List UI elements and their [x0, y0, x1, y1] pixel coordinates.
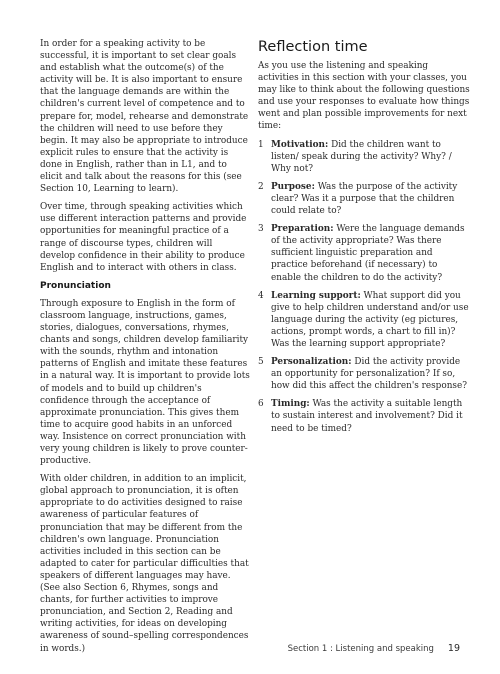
question-text: Were the language demands of the activity appropriate? Was there sufficient linguistic preparation and practice beforehand (if necessary) to enable the children to do the activity? — [271, 224, 465, 283]
question-term: Purpose: — [271, 181, 315, 192]
question-term: Motivation: — [271, 139, 329, 150]
question-text: What support did you give to help children understand and/or use language during the activity (eg pictures, actions, prompt words, a chart to fill in)? Was the learning support appropriate? — [271, 290, 469, 349]
question-term: Preparation: — [271, 224, 334, 235]
reflection-intro: As you use the listening and speaking activities in this section with your classes, you may like to think about the following questions and use your responses to evaluate how things went and plan possible improvements for next time: — [258, 61, 470, 132]
pronunciation-paragraph-2: With older children, in addition to an implicit, global approach to pronunciation, it is often appropriate to do activities designed to raise awareness of particular features of pronunciation that may be different from the children's own language. Pronunciation activities included in this section can be adapted to cater for particular difficulties that speakers of different languages may have. (See also Section 6, Rhymes, songs and chants, for further activities to improve pronunciation, and Section 2, Reading and writing activities, for ideas on developing awareness of sound–spelling correspondences in words.) — [40, 474, 249, 654]
question-term: Personalization: — [271, 357, 352, 368]
question-item — [258, 290, 470, 350]
question-text: Was the purpose of the activity clear? Was it a purpose that the children could relate to? — [271, 181, 458, 217]
left-column — [40, 38, 250, 661]
question-term: Timing: — [271, 399, 310, 410]
reflection-title: Reflection time — [258, 39, 368, 55]
question-number: 2 — [258, 181, 264, 192]
right-column — [258, 38, 470, 441]
page-number: 19 — [447, 643, 460, 654]
question-text: Did the children want to listen/ speak during the activity? Why? / Why not? — [271, 139, 452, 174]
reflection-questions — [258, 139, 470, 435]
question-text: Did the activity provide an opportunity for personalization? If so, how did this affect the children's response? — [271, 357, 467, 392]
question-item — [258, 356, 470, 392]
question-number: 1 — [258, 139, 264, 150]
question-number: 6 — [258, 399, 264, 410]
pronunciation-paragraph-1: Through exposure to English in the form of classroom language, instructions, games, stories, dialogues, conversations, rhymes, chants and songs, children develop familiarity with the sounds, rhythm and intonation patterns of English and imitate these features in a natural way. It is important to provide lots of models and to build up children's confidence through the acceptance of approximate pronunciation. This gives them time to acquire good habits in an unforced way. Insistence on correct pronunciation with very young children is likely to prove counter-productive. — [40, 298, 250, 467]
question-item — [258, 181, 470, 217]
pronunciation-heading: Pronunciation — [40, 280, 111, 291]
question-item — [258, 139, 470, 175]
question-term: Learning support: — [271, 290, 361, 301]
question-text: Was the activity a suitable length to sustain interest and involvement? Did it need to be timed? — [271, 399, 463, 434]
running-footer-section: Section 1 : Listening and speaking — [287, 644, 434, 654]
question-number: 5 — [258, 357, 264, 368]
question-number: 3 — [258, 224, 264, 235]
question-number: 4 — [258, 290, 264, 301]
question-item — [258, 398, 470, 434]
question-item — [258, 223, 470, 283]
interaction-paragraph: Over time, through speaking activities which use different interaction patterns and provide opportunities for meaningful practice of a range of discourse types, children will develop confidence in their ability to produce English and to interact with others in class. — [40, 202, 247, 273]
intro-paragraph: In order for a speaking activity to be successful, it is important to set clear goals and establish what the outcome(s) of the activity will be. It is also important to ensure that the language demands are within the children's current level of competence and to prepare for, model, rehearse and demonstrate the children will need to use before they begin. It may also be appropriate to introduce explicit rules to ensure that the activity is done in English, rather than in L1, and to elicit and talk about the reasons for this (see Section 10, Learning to learn). — [40, 39, 249, 195]
page-footer — [288, 643, 460, 654]
